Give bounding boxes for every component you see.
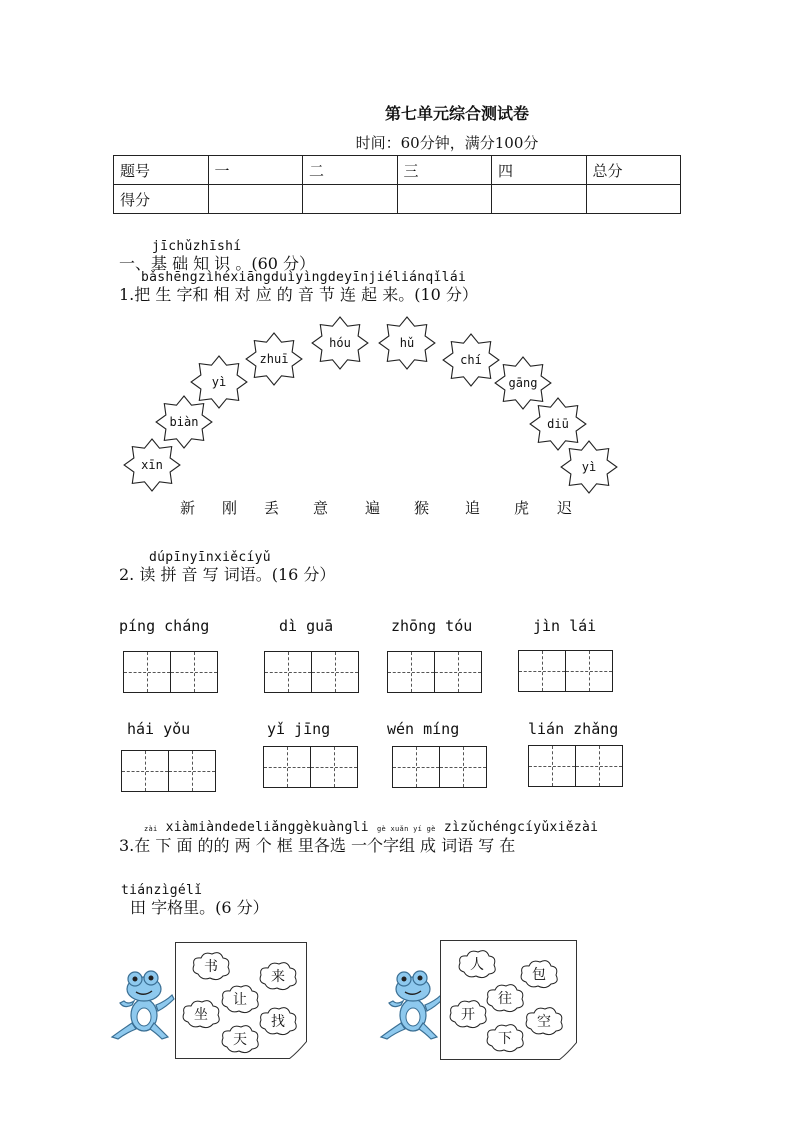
q3-pinyin-a-first: zài — [144, 825, 158, 833]
pinyin-label: jìn lái — [533, 617, 597, 635]
cloud-char: 找 — [271, 1014, 285, 1030]
tian-grid[interactable] — [387, 651, 482, 693]
star-pinyin-4[interactable] — [245, 332, 303, 386]
frog-icon — [375, 965, 445, 1045]
char-7[interactable]: 追 — [465, 499, 481, 517]
section1-pinyin: jīchǔzhīshí — [152, 239, 242, 254]
cloud-char: 往 — [498, 991, 512, 1007]
pinyin-label: wén míng — [387, 720, 460, 738]
pinyin-label: dì guā — [279, 617, 334, 635]
table-cell: 四 — [492, 156, 587, 185]
char-1[interactable]: 新 — [180, 499, 196, 517]
table-cell: 总分 — [586, 156, 681, 185]
score-input-cell[interactable] — [303, 185, 398, 214]
star-pinyin-7[interactable] — [442, 333, 500, 387]
table-cell: 题号 — [114, 156, 209, 185]
cloud-char: 坐 — [194, 1007, 208, 1023]
star-pinyin-6[interactable] — [378, 316, 436, 370]
tian-grid[interactable] — [264, 651, 359, 693]
pinyin-label: píng cháng — [119, 617, 210, 635]
tian-grid[interactable] — [518, 650, 613, 692]
star-label: chí — [460, 353, 482, 367]
pinyin-label: zhōng tóu — [391, 617, 473, 635]
q3-text: 3.在 下 面 的的 两 个 框 里各选 一个字组 成 词语 写 在 — [119, 836, 516, 855]
section1-heading: 一、基 础 知 识 。(60 分） — [119, 254, 316, 273]
star-label: diū — [547, 417, 569, 431]
page-curl-icon — [559, 1042, 577, 1060]
q3-pinyin-c: zìzǔchéngcíyǔxiězài — [443, 820, 599, 835]
table-cell: 一 — [208, 156, 303, 185]
q3-pinyin2: tiánzìgélǐ — [121, 883, 203, 898]
star-label: yì — [211, 375, 227, 389]
pinyin-label: lián zhǎng — [528, 720, 619, 738]
page-subtitle: 时间：60分钟，满分100分 — [355, 134, 539, 152]
word-cloud-6[interactable] — [484, 1022, 526, 1054]
star-pinyin-3[interactable] — [190, 355, 248, 409]
cloud-char: 来 — [271, 969, 285, 985]
tian-grid[interactable] — [263, 746, 358, 788]
score-input-cell[interactable] — [208, 185, 303, 214]
cloud-char: 开 — [461, 1007, 475, 1023]
q3-text2: 田 字格里。(6 分） — [130, 898, 269, 917]
star-label: zhuī — [259, 352, 289, 366]
score-input-cell[interactable] — [397, 185, 492, 214]
q3-pinyin-b: gè xuǎn yí gè — [376, 825, 436, 833]
pinyin-label: yǐ jīng — [267, 720, 331, 738]
word-cloud-4[interactable] — [447, 998, 489, 1030]
char-5[interactable]: 遍 — [365, 499, 381, 517]
char-8[interactable]: 虎 — [514, 499, 530, 517]
char-9[interactable]: 迟 — [557, 499, 573, 517]
q3-pinyin-a: xiàmiàndedeliǎnggèkuàngli — [157, 820, 369, 835]
table-cell: 得分 — [114, 185, 209, 214]
char-2[interactable]: 刚 — [222, 499, 238, 517]
star-label: hǔ — [399, 336, 415, 350]
word-cloud-4[interactable] — [180, 998, 222, 1030]
score-table — [113, 155, 681, 214]
table-cell: 三 — [397, 156, 492, 185]
word-cloud-1[interactable] — [456, 948, 498, 980]
score-input-cell[interactable] — [586, 185, 681, 214]
star-label: xīn — [141, 458, 163, 472]
table-cell: 二 — [303, 156, 398, 185]
star-label: hóu — [329, 336, 351, 350]
page-title: 第七单元综合测试卷 — [384, 104, 529, 123]
word-cloud-3[interactable] — [219, 983, 261, 1015]
cloud-char: 书 — [204, 959, 218, 975]
q1-text: 1.把 生 字和 相 对 应 的 音 节 连 起 来。(10 分） — [119, 285, 478, 304]
char-6[interactable]: 猴 — [414, 499, 430, 517]
tian-grid[interactable] — [528, 745, 623, 787]
pinyin-label: hái yǒu — [127, 720, 191, 738]
star-label: yì — [581, 460, 597, 474]
cloud-char: 包 — [532, 967, 546, 983]
tian-grid[interactable] — [123, 651, 218, 693]
score-input-cell[interactable] — [492, 185, 587, 214]
word-cloud-2[interactable] — [257, 960, 299, 992]
page-curl-icon — [289, 1041, 307, 1059]
star-label: gāng — [508, 376, 538, 390]
star-pinyin-10[interactable] — [560, 440, 618, 494]
q1-pinyin: bǎshēngzìhéxiāngduìyìngdeyīnjiéliánqǐlái — [141, 270, 467, 285]
cloud-char: 下 — [498, 1031, 512, 1047]
q2-text: 2. 读 拼 音 写 词语。(16 分） — [119, 565, 336, 584]
tian-grid[interactable] — [392, 746, 487, 788]
char-4[interactable]: 意 — [313, 499, 329, 517]
q2-pinyin: dúpīnyīnxiěcíyǔ — [149, 550, 271, 565]
word-cloud-6[interactable] — [219, 1023, 261, 1055]
score-table-header-row — [114, 156, 681, 185]
tian-grid[interactable] — [121, 750, 216, 792]
score-table-score-row — [114, 185, 681, 214]
star-label: biàn — [169, 415, 199, 429]
word-cloud-5[interactable] — [523, 1005, 565, 1037]
cloud-char: 空 — [537, 1014, 551, 1030]
frog-icon — [106, 965, 176, 1045]
cloud-char: 人 — [470, 957, 484, 973]
word-cloud-3[interactable] — [484, 982, 526, 1014]
char-3[interactable]: 丢 — [264, 499, 280, 517]
cloud-char: 让 — [233, 992, 247, 1008]
word-cloud-1[interactable] — [190, 950, 232, 982]
word-cloud-5[interactable] — [257, 1005, 299, 1037]
star-pinyin-5[interactable] — [311, 316, 369, 370]
cloud-char: 天 — [233, 1032, 247, 1048]
